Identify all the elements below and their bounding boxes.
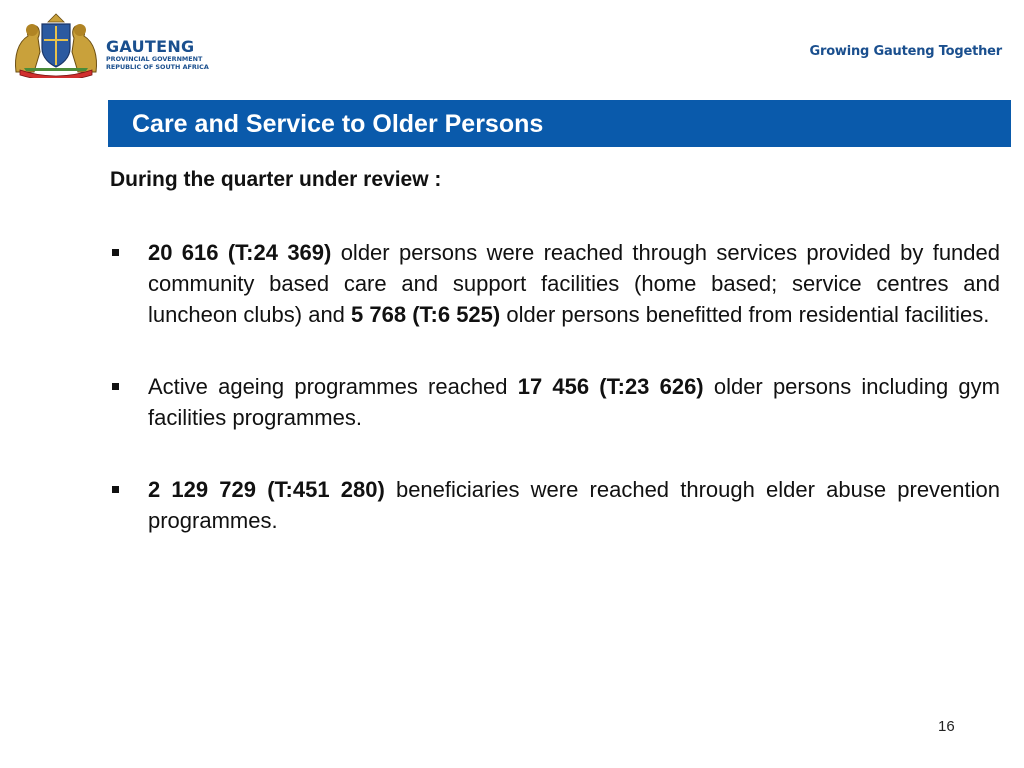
bullet-1-figure-1: 20 616 (T:24 369) xyxy=(148,240,332,265)
bullet-1-text-2: older persons benefitted from residential facilities. xyxy=(500,302,990,327)
bullet-3-figure-1: 2 129 729 (T:451 280) xyxy=(148,477,385,502)
bullet-item-2 xyxy=(110,371,1000,433)
coat-of-arms-icon xyxy=(10,12,102,78)
bullet-1-text-1: older persons were reached through services provided by funded community based care and support facilities (home based; service centres and luncheon clubs) and xyxy=(148,240,1000,327)
bullet-2-text-2: older persons including gym facilities programmes. xyxy=(148,374,1000,430)
brand-block xyxy=(106,38,209,71)
bullet-item-3 xyxy=(110,474,1000,536)
bullet-1-figure-2: 5 768 (T:6 525) xyxy=(351,302,501,327)
page-number: 16 xyxy=(938,718,955,735)
square-bullet-icon xyxy=(112,249,119,256)
tagline: Growing Gauteng Together xyxy=(809,44,1002,59)
slide-header xyxy=(0,0,1024,90)
title-bar xyxy=(108,100,1011,147)
bullet-item-1 xyxy=(110,237,1000,330)
bullet-2-text-1: Active ageing programmes reached xyxy=(148,374,518,399)
square-bullet-icon xyxy=(112,486,119,493)
square-bullet-icon xyxy=(112,383,119,390)
bullet-2-figure-1: 17 456 (T:23 626) xyxy=(517,374,704,399)
slide-title: Care and Service to Older Persons xyxy=(132,110,544,138)
brand-name: GAUTENG xyxy=(106,37,195,56)
bullet-3-text-1: beneficiaries were reached through elder abuse prevention programmes. xyxy=(148,477,1000,533)
brand-subtitle-1: PROVINCIAL GOVERNMENT xyxy=(106,55,203,63)
brand-subtitle-2: REPUBLIC OF SOUTH AFRICA xyxy=(106,62,209,71)
intro-heading: During the quarter under review : xyxy=(110,168,442,191)
bullet-list xyxy=(110,237,1000,536)
